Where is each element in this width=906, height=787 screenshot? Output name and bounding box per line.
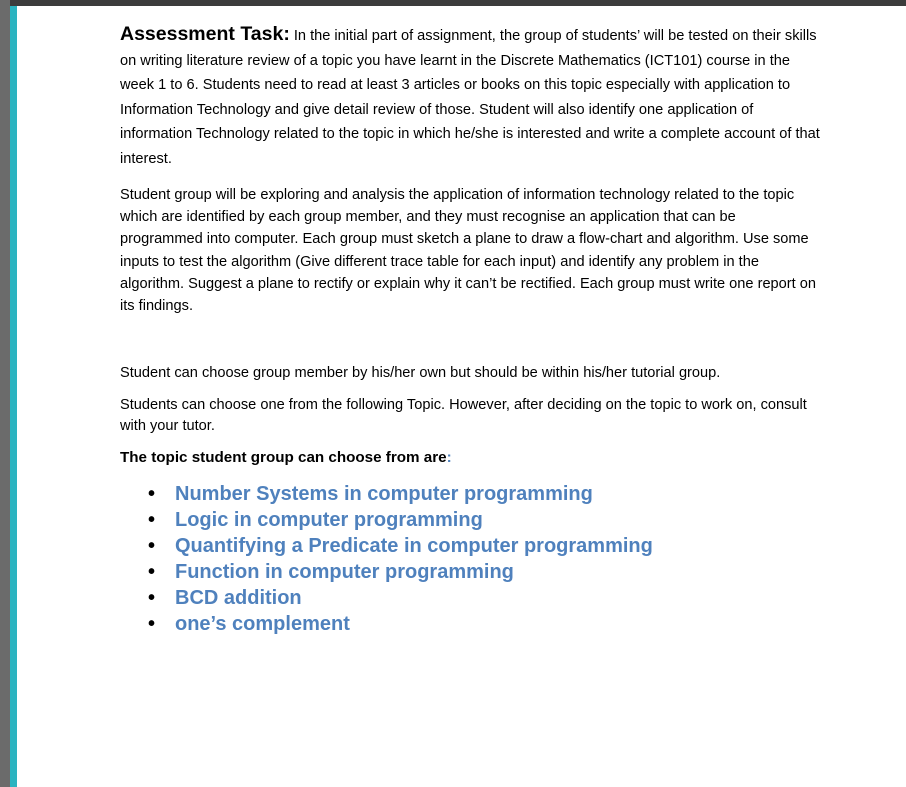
topics-heading-colon: : xyxy=(446,448,452,466)
bullet-icon: • xyxy=(148,535,156,558)
topic-list-item xyxy=(120,611,820,637)
topics-heading-text: The topic student group can choose from are xyxy=(120,448,447,466)
topic-label: Logic in computer programming xyxy=(175,509,483,532)
accent-stripe xyxy=(10,6,17,787)
document-content xyxy=(120,22,820,637)
topic-list xyxy=(120,481,820,637)
topic-label: one’s complement xyxy=(175,613,350,636)
topic-list-item xyxy=(120,507,820,533)
topic-label: Function in computer programming xyxy=(175,561,514,584)
exploration-paragraph: Student group will be exploring and analysis the application of information technology related to the topic which are identified by each group member, and they must recognise an application that can be programmed into computer. Each group must sketch a plane to draw a flow-chart and algorithm. Use some inputs to test the algorithm (Give different trace table for each input) and identify any problem in the algorithm. Suggest a plane to rectify or explain why it can’t be rectified. Each group must write one report on its findings. xyxy=(120,187,816,315)
viewer-top-bar xyxy=(0,0,906,6)
topic-list-item xyxy=(120,533,820,559)
bullet-icon: • xyxy=(148,483,156,506)
topic-list-item xyxy=(120,585,820,611)
viewer-left-gutter xyxy=(0,0,10,787)
assessment-intro-paragraph xyxy=(120,22,820,171)
topic-label: Quantifying a Predicate in computer programming xyxy=(175,535,653,558)
bullet-icon: • xyxy=(148,587,156,610)
bullet-icon: • xyxy=(148,613,156,636)
topic-label: BCD addition xyxy=(175,587,302,610)
assessment-heading: Assessment Task: xyxy=(120,23,290,45)
assessment-intro-text: In the initial part of assignment, the group of students’ will be tested on their skills on writing literature review of a topic you have learnt in the Discrete Mathematics (ICT101) course in the week 1 to 6. Students need to read at least 3 articles or books on this topic especially with application to Information Technology and give detail review of those. Student will also identify one application of information Technology related to the topic in which he/she is interested and write a complete account of that interest. xyxy=(120,28,820,167)
group-member-paragraph: Student can choose group member by his/her own but should be within his/her tutorial group. xyxy=(120,365,721,382)
bullet-icon: • xyxy=(148,509,156,532)
choose-topic-paragraph: Students can choose one from the following Topic. However, after deciding on the topic to work on, consult with your tutor. xyxy=(120,396,807,435)
topics-heading xyxy=(120,446,820,470)
topic-label: Number Systems in computer programming xyxy=(175,483,593,506)
topic-list-item xyxy=(120,559,820,585)
topic-list-item xyxy=(120,481,820,507)
bullet-icon: • xyxy=(148,561,156,584)
